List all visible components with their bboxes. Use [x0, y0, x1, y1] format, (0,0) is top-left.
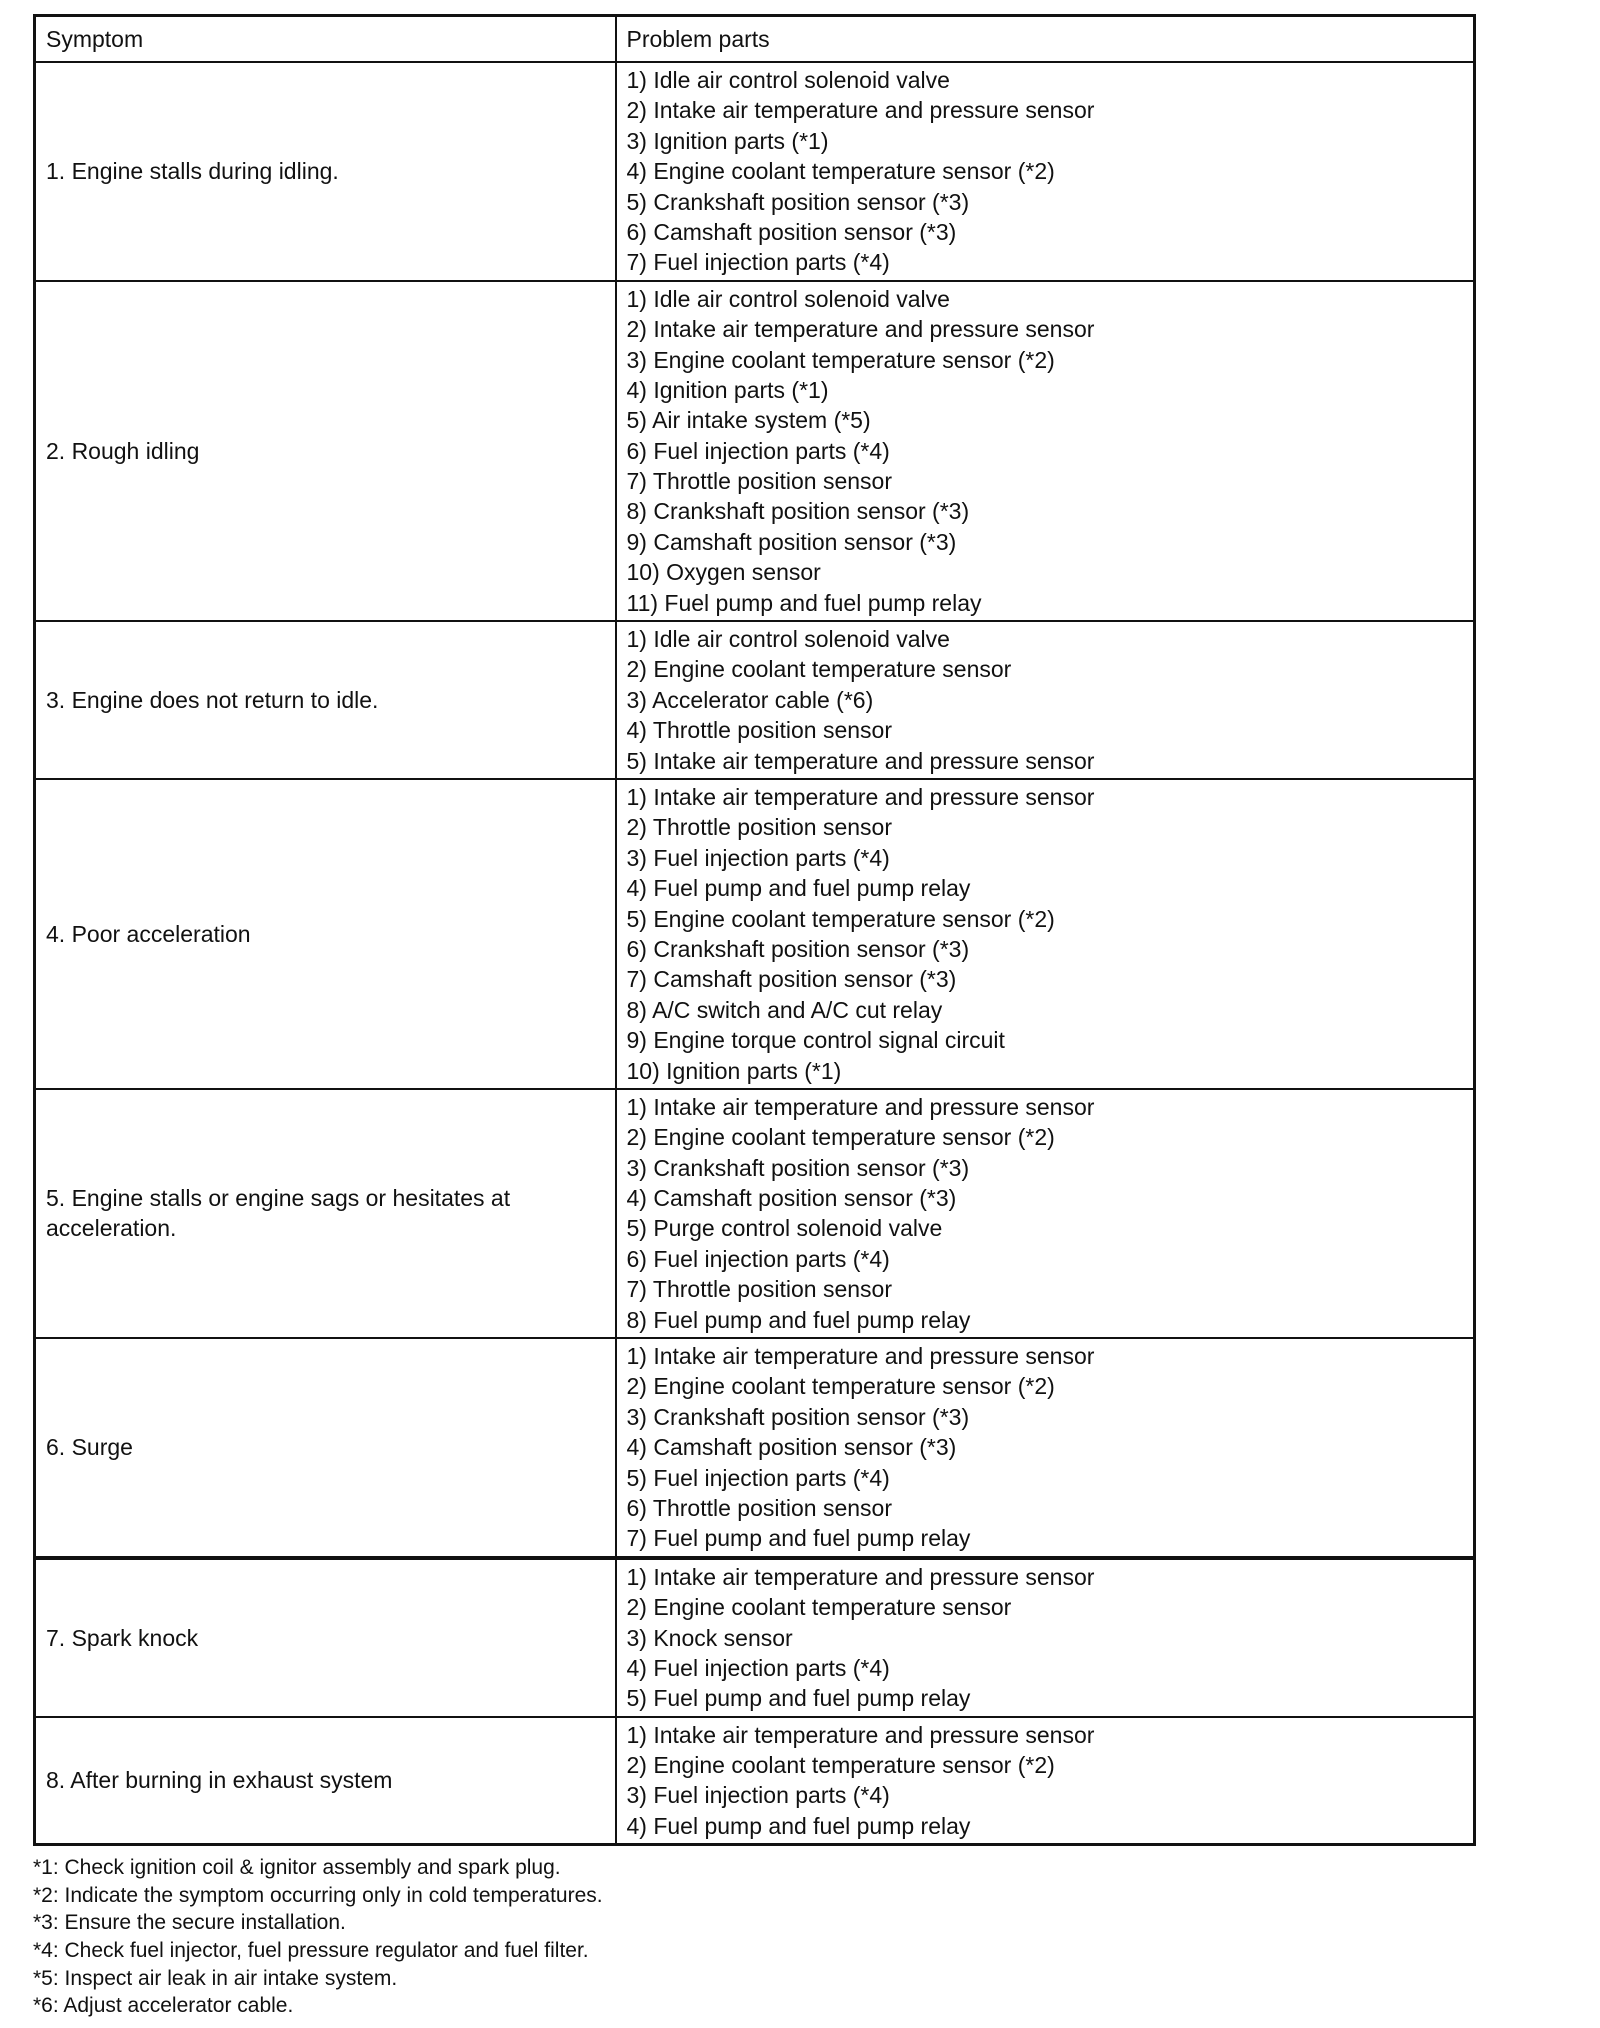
- problem-part-item: 1) Intake air temperature and pressure sensor: [626, 1343, 1095, 1370]
- problem-part-item: 8) Crankshaft position sensor (*3): [626, 498, 970, 525]
- problem-parts-list: [627, 1092, 1464, 1335]
- problem-part-item: 2) Throttle position sensor: [626, 814, 892, 841]
- problem-part-item: 2) Engine coolant temperature sensor (*2): [626, 1124, 1055, 1151]
- problem-part-item: 1) Idle air control solenoid valve: [626, 285, 950, 312]
- symptom-cell: 1. Engine stalls during idling.: [35, 62, 616, 281]
- problem-part-item: 5) Crankshaft position sensor (*3): [626, 188, 970, 215]
- problem-part-item: 3) Crankshaft position sensor (*3): [626, 1154, 970, 1181]
- problem-part-item: 5) Fuel injection parts (*4): [626, 1464, 890, 1491]
- troubleshooting-sheet: [33, 14, 1473, 2020]
- problem-part-item: 3) Crankshaft position sensor (*3): [626, 1403, 970, 1430]
- problem-part-item: 5) Purge control solenoid valve: [626, 1215, 943, 1242]
- problem-parts-list: [627, 1341, 1464, 1554]
- problem-part-item: 6) Fuel injection parts (*4): [626, 437, 890, 464]
- problem-part-item: 4) Throttle position sensor: [626, 717, 892, 744]
- symptom-cell: 3. Engine does not return to idle.: [35, 621, 616, 779]
- problem-part-item: 1) Intake air temperature and pressure sensor: [626, 1721, 1095, 1748]
- problem-part-item: 5) Fuel pump and fuel pump relay: [626, 1685, 971, 1712]
- problem-parts-list: [627, 782, 1464, 1086]
- table-row: [35, 1338, 1475, 1558]
- problem-parts-cell: [616, 62, 1475, 281]
- problem-parts-list: [627, 624, 1464, 776]
- problem-parts-cell: [616, 1338, 1475, 1558]
- problem-part-item: 3) Fuel injection parts (*4): [626, 844, 890, 871]
- problem-parts-cell: [616, 779, 1475, 1089]
- problem-parts-cell: [616, 1717, 1475, 1845]
- table-body: [35, 62, 1475, 1845]
- problem-part-item: 2) Intake air temperature and pressure sensor: [626, 316, 1095, 343]
- problem-part-item: 4) Fuel pump and fuel pump relay: [626, 1812, 971, 1839]
- problem-part-item: 9) Engine torque control signal circuit: [626, 1027, 1005, 1054]
- table-row: [35, 1558, 1475, 1717]
- problem-part-item: 10) Ignition parts (*1): [626, 1057, 842, 1084]
- problem-part-item: 4) Camshaft position sensor (*3): [626, 1185, 957, 1212]
- table-row: [35, 62, 1475, 281]
- table-row: [35, 1089, 1475, 1338]
- problem-parts-list: [627, 65, 1464, 278]
- header-symptom: Symptom: [35, 16, 616, 63]
- problem-part-item: 2) Engine coolant temperature sensor (*2): [626, 1373, 1055, 1400]
- footnotes: [33, 1854, 1473, 2020]
- footnote: *2: Indicate the symptom occurring only in cold temperatures.: [33, 1883, 603, 1907]
- problem-part-item: 4) Camshaft position sensor (*3): [626, 1434, 957, 1461]
- footnote: *3: Ensure the secure installation.: [33, 1911, 346, 1935]
- problem-part-item: 5) Air intake system (*5): [626, 407, 871, 434]
- problem-part-item: 10) Oxygen sensor: [626, 559, 821, 586]
- problem-part-item: 2) Engine coolant temperature sensor: [626, 656, 1012, 683]
- problem-part-item: 8) A/C switch and A/C cut relay: [626, 996, 943, 1023]
- problem-part-item: 8) Fuel pump and fuel pump relay: [626, 1306, 971, 1333]
- problem-part-item: 2) Engine coolant temperature sensor: [626, 1594, 1012, 1621]
- problem-part-item: 9) Camshaft position sensor (*3): [626, 528, 957, 555]
- problem-parts-cell: [616, 621, 1475, 779]
- problem-part-item: 4) Fuel pump and fuel pump relay: [626, 875, 971, 902]
- problem-part-item: 3) Fuel injection parts (*4): [626, 1782, 890, 1809]
- problem-part-item: 6) Throttle position sensor: [626, 1494, 892, 1521]
- problem-part-item: 5) Engine coolant temperature sensor (*2): [626, 905, 1055, 932]
- problem-part-item: 6) Camshaft position sensor (*3): [626, 218, 957, 245]
- problem-part-item: 7) Fuel pump and fuel pump relay: [626, 1525, 971, 1552]
- problem-part-item: 3) Knock sensor: [626, 1624, 793, 1651]
- table-row: [35, 1717, 1475, 1845]
- problem-part-item: 4) Engine coolant temperature sensor (*2): [626, 158, 1055, 185]
- problem-part-item: 2) Intake air temperature and pressure sensor: [626, 97, 1095, 124]
- problem-part-item: 11) Fuel pump and fuel pump relay: [626, 589, 982, 616]
- header-problem-parts: Problem parts: [616, 16, 1475, 63]
- footnote: *4: Check fuel injector, fuel pressure regulator and fuel filter.: [33, 1939, 589, 1963]
- symptom-cell: 7. Spark knock: [35, 1558, 616, 1717]
- problem-part-item: 1) Idle air control solenoid valve: [626, 626, 950, 653]
- problem-parts-cell: [616, 1558, 1475, 1717]
- problem-part-item: 2) Engine coolant temperature sensor (*2): [626, 1752, 1055, 1779]
- problem-part-item: 1) Idle air control solenoid valve: [626, 67, 950, 93]
- footnote: *1: Check ignition coil & ignitor assembly and spark plug.: [33, 1856, 561, 1880]
- symptom-cell: 5. Engine stalls or engine sags or hesitates at acceleration.: [35, 1089, 616, 1338]
- problem-part-item: 1) Intake air temperature and pressure sensor: [626, 1093, 1095, 1120]
- problem-part-item: 6) Fuel injection parts (*4): [626, 1245, 890, 1272]
- problem-part-item: 6) Crankshaft position sensor (*3): [626, 935, 970, 962]
- problem-part-item: 1) Intake air temperature and pressure sensor: [626, 783, 1095, 810]
- problem-part-item: 5) Intake air temperature and pressure sensor: [626, 747, 1095, 774]
- footnote: *6: Adjust accelerator cable.: [33, 1994, 294, 2018]
- problem-part-item: 3) Engine coolant temperature sensor (*2): [626, 346, 1055, 373]
- problem-part-item: 4) Ignition parts (*1): [626, 376, 829, 403]
- problem-parts-list: [627, 284, 1464, 618]
- problem-parts-list: [627, 1720, 1464, 1842]
- problem-part-item: 3) Accelerator cable (*6): [626, 686, 874, 713]
- problem-part-item: 1) Intake air temperature and pressure sensor: [626, 1563, 1095, 1590]
- symptom-cell: 4. Poor acceleration: [35, 779, 616, 1089]
- problem-part-item: 7) Throttle position sensor: [626, 1276, 892, 1303]
- problem-part-item: 7) Fuel injection parts (*4): [626, 249, 890, 276]
- problem-part-item: 7) Camshaft position sensor (*3): [626, 966, 957, 993]
- problem-part-item: 7) Throttle position sensor: [626, 468, 892, 495]
- problem-parts-list: [627, 1562, 1464, 1714]
- table-row: [35, 779, 1475, 1089]
- problem-part-item: 4) Fuel injection parts (*4): [626, 1654, 890, 1681]
- problem-parts-cell: [616, 1089, 1475, 1338]
- symptom-cell: 2. Rough idling: [35, 281, 616, 621]
- problem-part-item: 3) Ignition parts (*1): [626, 127, 829, 154]
- symptom-cell: 6. Surge: [35, 1338, 616, 1558]
- symptom-table: [33, 14, 1476, 1846]
- table-row: [35, 281, 1475, 621]
- footnote: *5: Inspect air leak in air intake system.: [33, 1966, 398, 1990]
- table-header-row: [35, 16, 1475, 63]
- table-row: [35, 621, 1475, 779]
- problem-parts-cell: [616, 281, 1475, 621]
- symptom-cell: 8. After burning in exhaust system: [35, 1717, 616, 1845]
